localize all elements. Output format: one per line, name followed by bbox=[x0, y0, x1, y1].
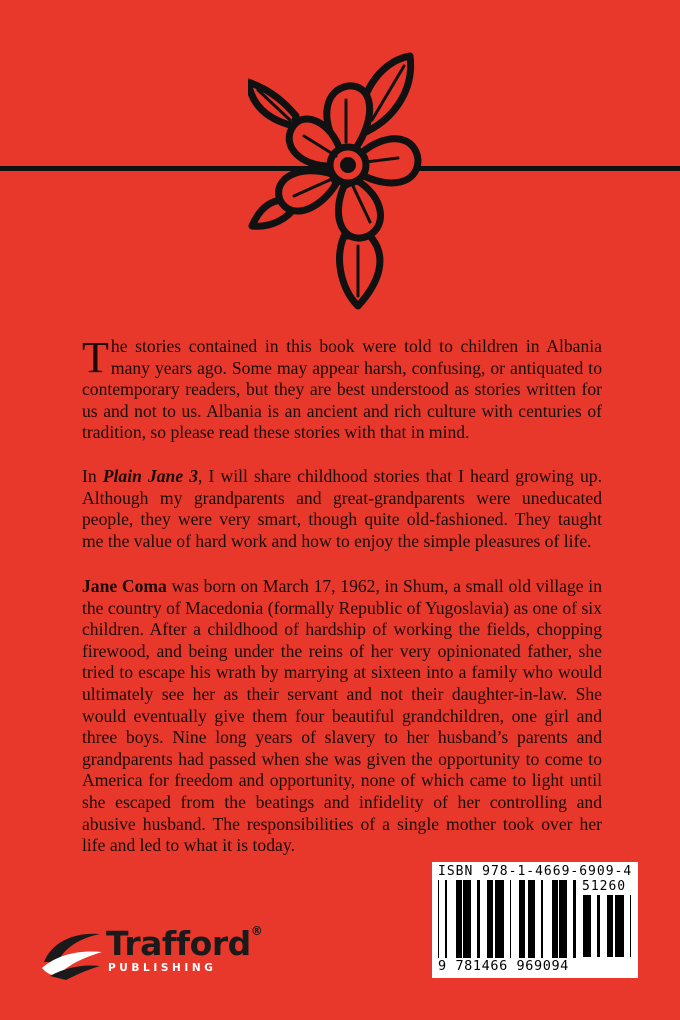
barcode-bar bbox=[522, 880, 523, 958]
barcode-bar bbox=[609, 895, 612, 957]
barcode-bar bbox=[519, 880, 522, 958]
barcode-bar bbox=[607, 895, 609, 957]
barcode-bar bbox=[510, 880, 511, 958]
barcode-bar bbox=[445, 880, 447, 958]
trafford-swoosh-icon bbox=[40, 928, 104, 980]
author-bio-text: was born on March 17, 1962, in Shum, a small old village in the country of Macedonia (formally Republic of Yugoslavia) as one of six children. After a childhood of hardship of working the fields, chopping firewood, and being under the reins of her very opinionated father, she tried to escape his wrath by marrying at sixteen into a family who would ultimately see her as their servant and not their daughter-in-law. She would eventually give them four beautiful grandchildren, one girl and three boys. Nine long years of slavery to her husband’s parents and grandparents had passed when she was given the opportunity to come to America for freedom and opportunity, none of which came to light until she escaped from the beatings and infidelity of her controlling and abusive husband. The responsibilities of a single mother took over her life and led to what it is today. bbox=[82, 576, 602, 856]
barcode-box bbox=[432, 862, 638, 978]
barcode-bar bbox=[498, 880, 499, 958]
barcode-bar bbox=[621, 895, 624, 957]
summary-paragraph bbox=[82, 466, 602, 552]
barcode-bar bbox=[531, 880, 534, 958]
author-bio-paragraph bbox=[82, 576, 602, 857]
barcode-bar bbox=[541, 880, 543, 958]
barcode-bar bbox=[589, 895, 591, 957]
barcode-bar bbox=[564, 880, 565, 958]
barcode-bar bbox=[618, 895, 619, 957]
barcode-bar bbox=[456, 880, 457, 958]
isbn-label: ISBN 978-1-4669-6909-4 bbox=[438, 864, 633, 879]
barcode-bar bbox=[553, 880, 555, 958]
summary-lead: In bbox=[82, 466, 103, 486]
barcode-bar bbox=[573, 880, 576, 958]
publisher-name: Trafford® bbox=[106, 924, 263, 963]
drop-cap: T bbox=[82, 333, 109, 382]
barcode-bar bbox=[630, 895, 631, 957]
barcode-bar bbox=[612, 895, 613, 957]
barcode-bar bbox=[487, 880, 489, 958]
barcode-bar bbox=[492, 880, 493, 958]
barcode-bar bbox=[552, 880, 553, 958]
barcode-bar bbox=[585, 895, 588, 957]
price-barcode-icon bbox=[582, 895, 634, 957]
barcode-bar bbox=[583, 895, 585, 957]
barcode-bar bbox=[457, 880, 459, 958]
barcode-bar bbox=[561, 880, 564, 958]
book-title: Plain Jane 3 bbox=[102, 466, 199, 486]
barcode-bar bbox=[555, 880, 558, 958]
barcode-bar bbox=[615, 895, 618, 957]
barcode-bar bbox=[529, 880, 531, 958]
barcode-bar bbox=[523, 880, 525, 958]
barcode-bar bbox=[597, 895, 600, 957]
publisher-subtitle: PUBLISHING bbox=[108, 962, 217, 974]
barcode-bar bbox=[463, 880, 465, 958]
barcode-bar bbox=[465, 880, 468, 958]
publisher-logo bbox=[40, 924, 280, 980]
barcode-bar bbox=[495, 880, 498, 958]
barcode-number: 9 781466 969094 bbox=[438, 958, 569, 974]
barcode-bar bbox=[438, 880, 439, 958]
barcode-bar bbox=[501, 880, 504, 958]
barcode-bar bbox=[468, 880, 469, 958]
barcode-icon bbox=[438, 880, 578, 958]
summary-text: , I will share childhood stories that I heard growing up. Although my grandparents and great-grandparents were uneducated people, they were very smart, though quite old-fashioned. They taught me the value of hard work and how to enjoy the simple pleasures of life. bbox=[82, 466, 602, 551]
barcode-bar bbox=[559, 880, 561, 958]
barcode-bar bbox=[469, 880, 471, 958]
intro-text: he stories contained in this book were told to children in Albania many years ago. Some may appear harsh, confusing, or antiquated to contemporary readers, but they are best understood as stories written for us and not to us. Albania is an ancient and rich culture with centuries of tradition, so please read these stories with that in mind. bbox=[82, 336, 602, 443]
barcode-bar bbox=[489, 880, 492, 958]
barcode-bar bbox=[528, 880, 529, 958]
barcode-bar bbox=[534, 880, 535, 958]
barcode-bar bbox=[588, 895, 589, 957]
author-name: Jane Coma bbox=[82, 576, 167, 596]
barcode-bar bbox=[459, 880, 462, 958]
intro-paragraph bbox=[82, 333, 602, 444]
barcode-bar bbox=[477, 880, 480, 958]
barcode-bar bbox=[619, 895, 621, 957]
barcode-bar bbox=[565, 880, 567, 958]
barcode-bar bbox=[499, 880, 501, 958]
price-code: 51260 bbox=[582, 879, 627, 894]
flower-icon bbox=[248, 50, 428, 310]
